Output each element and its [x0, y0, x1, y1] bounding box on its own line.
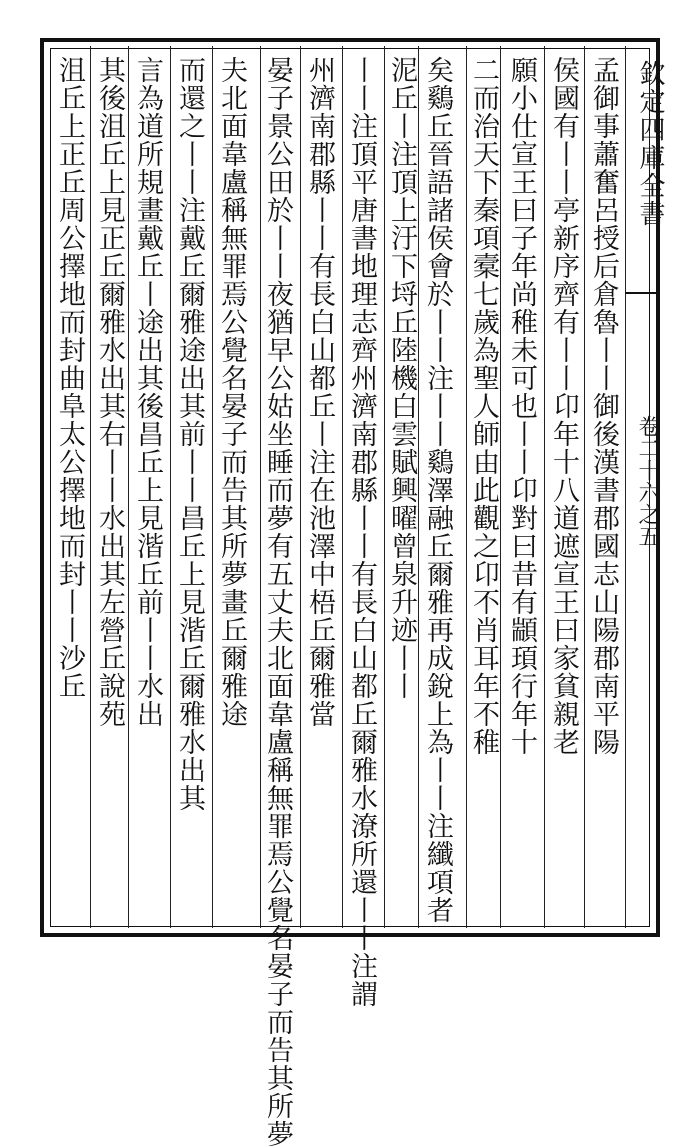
column-rule: [260, 46, 261, 928]
column-rule: [212, 46, 213, 928]
column-rule: [418, 46, 419, 928]
text-column-5: 矣鷄丘晉語諸侯會於丨丨注丨丨鷄澤融丘爾雅再成銳上為丨丨注纖項者: [422, 56, 453, 924]
margin-volume-label: 卷二十六之五: [635, 415, 660, 547]
text-column-6: 泥丘丨注頂上汙下埒丘陸機白雲賦興曜曾泉升迹丨丨: [386, 56, 417, 700]
column-rule: [170, 46, 171, 928]
column-rule: [544, 46, 545, 928]
column-rule: [128, 46, 129, 928]
column-rule: [342, 46, 343, 928]
text-column-3: 願小仕宣王曰子年尚稚未可也丨丨卬對曰昔有顓頊行年十: [506, 56, 537, 756]
text-column-4: 二而治天下秦項槖七歲為聖人師由此觀之卬不肖耳年不稚: [468, 56, 499, 756]
text-column-10: 夫北面韋盧稱無罪焉公覺名晏子而告其所夢畫丘爾雅途: [216, 56, 247, 728]
text-column-14: 沮丘上正丘周公擇地而封曲阜太公擇地而封丨丨沙丘: [54, 56, 85, 700]
text-column-2: 侯國有丨丨亭新序齊有丨丨卬年十八道遮宣王曰家貧親老: [548, 56, 579, 756]
text-column-7: 丨丨注頂平唐書地理志齊州濟南郡縣丨丨有長白山都丘爾雅水潦所還丨丨注謂: [346, 56, 377, 1008]
column-rule: [384, 46, 385, 928]
text-column-13: 其後沮丘上見正丘爾雅水出其右丨丨水出其左營丘說苑: [94, 56, 125, 728]
column-rule: [500, 46, 501, 928]
text-column-8: 州濟南郡縣丨丨有長白山都丘丨注在池澤中梧丘爾雅當: [304, 56, 335, 728]
column-rule: [90, 46, 91, 928]
text-column-11: 而還之丨丨注戴丘爾雅途出其前丨丨昌丘上見湝丘爾雅水出其: [174, 56, 205, 812]
column-rule: [300, 46, 301, 928]
text-column-9: 晏子景公田於丨丨夜猶早公姑坐睡而夢有五丈夫北面韋盧稱無罪焉公覺名晏子而告其所夢: [262, 56, 293, 1148]
column-rule: [466, 46, 467, 928]
fishtail-mark: [625, 292, 660, 294]
text-column-1: 孟御事蕭奮呂授后倉魯丨丨御後漢書郡國志山陽郡南平陽: [588, 56, 619, 756]
margin-book-title: 欽定四庫全書: [635, 60, 665, 228]
column-rule: [584, 46, 585, 928]
text-column-12: 言為道所規畫戴丘丨途出其後昌丘上見湝丘前丨丨水出: [132, 56, 163, 728]
